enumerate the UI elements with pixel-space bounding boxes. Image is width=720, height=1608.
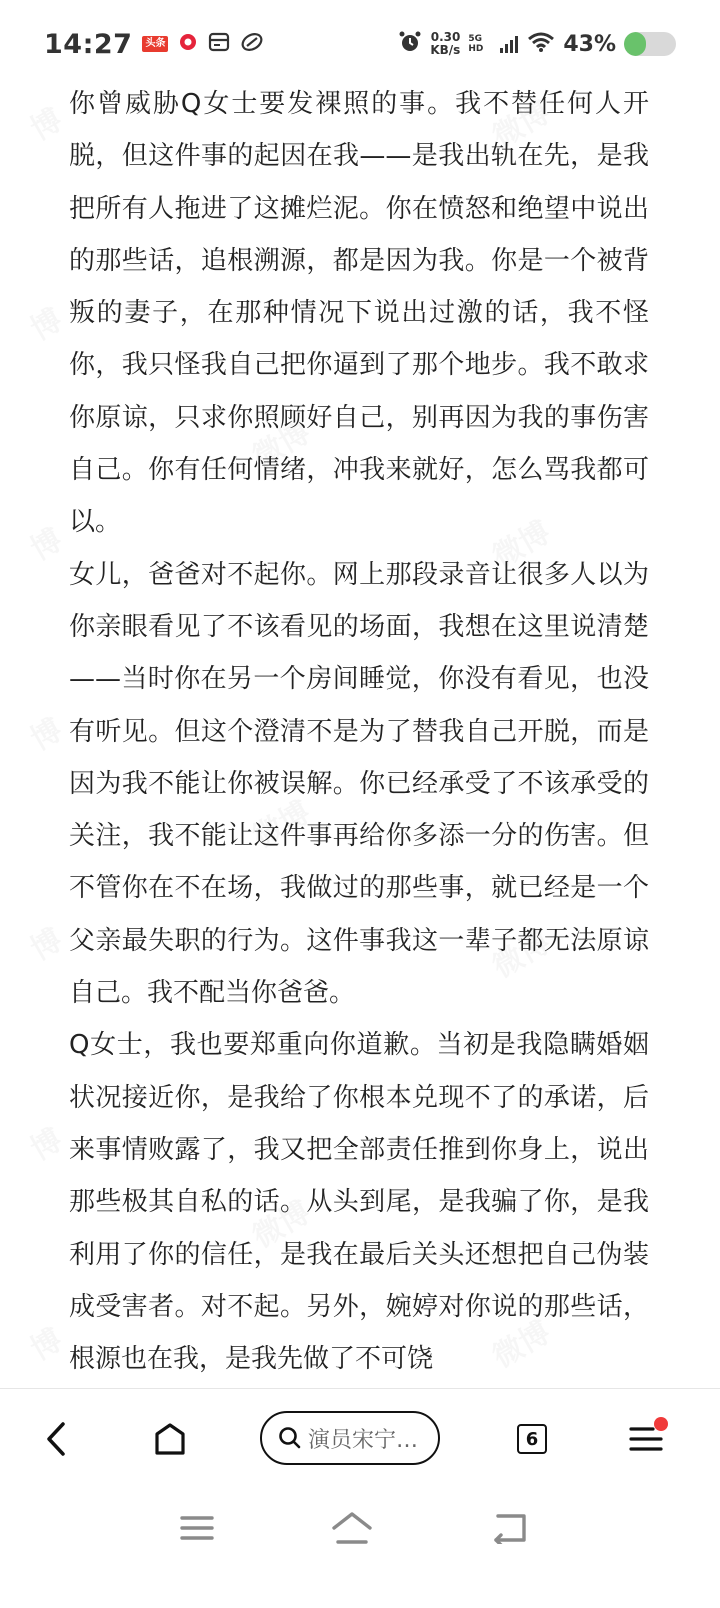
cellular-signal <box>468 34 519 54</box>
system-nav-bar <box>0 1488 720 1608</box>
status-bar <box>0 0 720 88</box>
status-left <box>44 29 264 60</box>
battery-level-fill <box>624 32 646 56</box>
back-button[interactable] <box>20 1389 92 1489</box>
watermark <box>21 1315 69 1368</box>
status-right <box>398 30 676 58</box>
red-dot-app-icon <box>178 32 198 56</box>
system-back-icon <box>490 1512 528 1544</box>
notification-dot <box>654 1417 668 1431</box>
article-paragraph: 女儿，爸爸对不起你。网上那段录音让很多人以为你亲眼看见了不该看见的场面，我想在这里说清楚——当时你在另一个房间睡觉，你没有看见，也没有听见。但这个澄清不是为了替我自己开脱，而是因为我不能让你被误解。你已经承受了不该承受的关注，我不能让这件事再给你多添一分的伤害。但不管你在不在场，我做过的那些事，就已经是一个父亲最失职的行为。这件事我这一辈子都无法原谅自己。我不配当你爸爸。 <box>69 559 649 1009</box>
watermark <box>21 95 69 148</box>
battery-percent: 43% <box>563 31 616 57</box>
status-time: 14:27 <box>44 28 133 60</box>
net-speed-value: 0.30 <box>430 30 461 44</box>
search-placeholder: 演员宋宁… <box>308 1427 419 1453</box>
watermark <box>21 1115 69 1168</box>
watermark <box>21 295 69 348</box>
search-box[interactable] <box>260 1411 440 1465</box>
back-arrow-icon <box>41 1421 71 1457</box>
tab-count: 6 <box>517 1424 547 1454</box>
tabs-button[interactable] <box>496 1389 568 1489</box>
watermark <box>21 515 69 568</box>
signal-icon <box>499 34 519 54</box>
wallet-icon <box>208 32 230 56</box>
battery-icon <box>624 32 676 56</box>
watermark <box>21 705 69 758</box>
menu-button[interactable] <box>610 1389 682 1489</box>
search-icon <box>278 1426 302 1450</box>
home-button[interactable] <box>134 1389 206 1489</box>
system-home-icon <box>330 1510 374 1546</box>
home-icon <box>153 1422 187 1456</box>
watermark <box>21 915 69 968</box>
browser-bottom-nav <box>0 1388 720 1489</box>
article-body <box>69 78 649 1385</box>
network-type: 5G HD <box>468 34 484 54</box>
article-paragraph: 你曾威胁Q女士要发裸照的事。我不替任何人开脱，但这件事的起因在我——是我出轨在先，是我把所有人拖进了这摊烂泥。你在愤怒和绝望中说出的那些话，追根溯源，都是因为我。你是一个被背叛的妻子，在那种情况下说出过激的话，我不怪你，我只怪我自己把你逼到了那个地步。我不敢求你原谅，只求你照顾好自己，别再因为我的事伤害自己。你有任何情绪，冲我来就好，怎么骂我都可以。 <box>69 89 649 538</box>
system-recents-button[interactable] <box>172 1508 222 1548</box>
net-speed-unit: KB/s <box>430 43 461 57</box>
system-home-button[interactable] <box>326 1506 378 1550</box>
article-paragraph: Q女士，我也要郑重向你道歉。当初是我隐瞒婚姻状况接近你，是我给了你根本兑现不了的承诺，后来事情败露了，我又把全部责任推到你身上，说出那些极其自私的话。从头到尾，是我骗了你，是我利用了你的信任，是我在最后关头还想把自己伪装成受害者。对不起。另外，婉婷对你说的那些话，根源也在我，是我先做了不可饶 <box>69 1030 649 1375</box>
recents-lines-icon <box>180 1514 214 1542</box>
system-back-button[interactable] <box>484 1508 534 1548</box>
wifi-icon <box>527 31 555 57</box>
net-speed <box>430 31 460 57</box>
alarm-icon <box>398 30 422 58</box>
link-icon <box>240 32 264 56</box>
toutiao-badge-icon: 头条 <box>142 36 168 52</box>
